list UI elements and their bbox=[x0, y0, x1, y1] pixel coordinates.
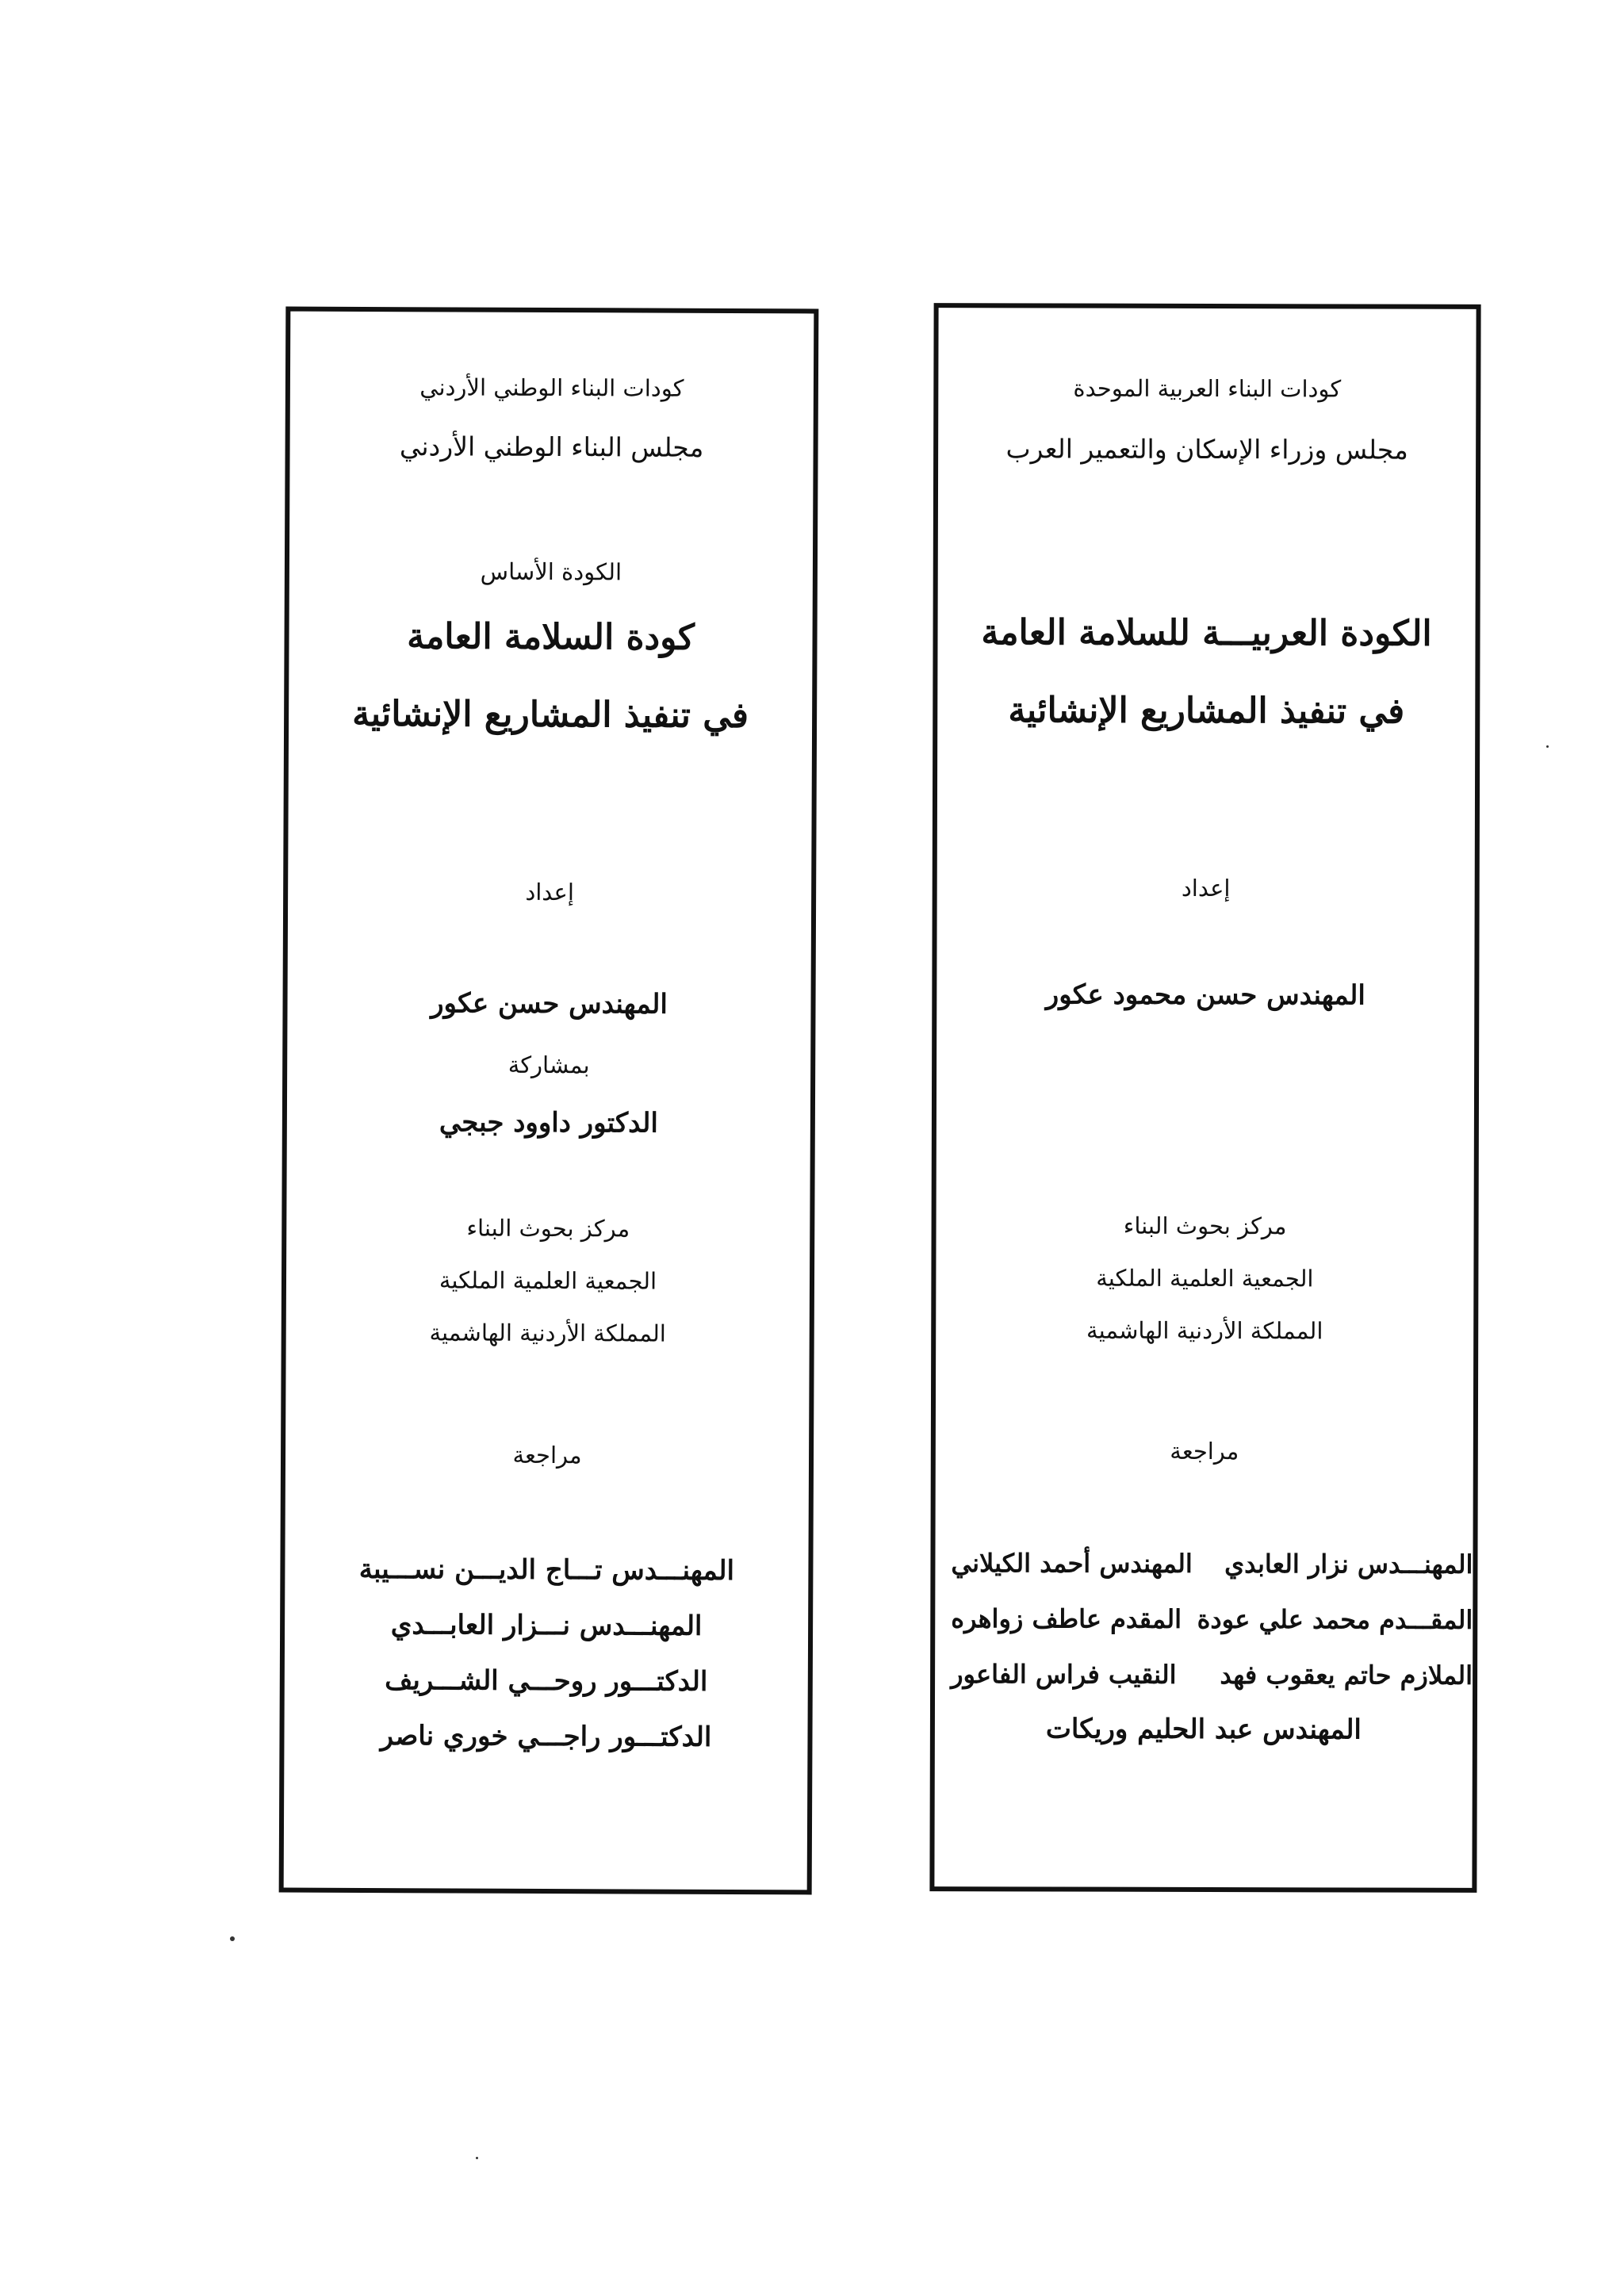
left-header-line2: مجلس البناء الوطني الأردني bbox=[399, 431, 704, 463]
right-header-line2: مجلس وزراء الإسكان والتعمير العرب bbox=[1005, 433, 1408, 465]
right-title-panel bbox=[929, 303, 1480, 1893]
left-institution-line1: مركز بحوث البناء bbox=[466, 1214, 630, 1243]
left-reviewer: المهنـــدس تـــاج الديـــن نســـيبة bbox=[358, 1553, 735, 1587]
right-reviewer: المقـــدم محمد علي عودة bbox=[1197, 1603, 1473, 1635]
right-reviewer: الملازم حاتم يعقوب فهد bbox=[1220, 1660, 1473, 1691]
left-reviewer: الدكتـــور روحـــي الشـــريف bbox=[385, 1664, 708, 1698]
left-participation-label: بمشاركة bbox=[508, 1051, 590, 1079]
right-review-label: مراجعة bbox=[1170, 1437, 1239, 1465]
scan-speck bbox=[476, 2157, 478, 2159]
left-title-line1: كودة السلامة العامة bbox=[407, 616, 695, 658]
scan-speck bbox=[230, 1936, 235, 1941]
right-author: المهندس حسن محمود عكور bbox=[1045, 978, 1365, 1012]
left-review-label: مراجعة bbox=[512, 1441, 582, 1469]
left-header-line1: كودات البناء الوطني الأردني bbox=[419, 373, 684, 402]
right-reviewer-row bbox=[951, 1603, 1473, 1635]
right-reviewer: النقيب فراس الفاعور bbox=[951, 1659, 1177, 1690]
right-reviewer-last: المهندس عبد الحليم وريكات bbox=[1045, 1713, 1362, 1746]
right-reviewer: المهندس أحمد الكيلاني bbox=[951, 1548, 1193, 1579]
left-author: المهندس حسن عكور bbox=[431, 987, 668, 1021]
right-reviewer-row bbox=[951, 1659, 1473, 1691]
left-title-line2: في تنفيذ المشاريع الإنشائية bbox=[352, 693, 749, 737]
left-title-panel bbox=[279, 307, 819, 1895]
left-code-type: الكودة الأساس bbox=[480, 557, 622, 586]
right-institution-line2: الجمعية العلمية الملكية bbox=[1096, 1264, 1314, 1293]
right-institution-line3: المملكة الأردنية الهاشمية bbox=[1086, 1316, 1323, 1345]
right-reviewer: المقدم عاطف زواهره bbox=[951, 1603, 1182, 1634]
left-coauthor: الدكتور داوود جبجي bbox=[439, 1106, 658, 1139]
right-title-line1: الكودة العربيـــة للسلامة العامة bbox=[981, 612, 1432, 654]
scan-speck bbox=[1546, 745, 1549, 748]
left-reviewer: المهنـــدس نـــزار العابـــدي bbox=[390, 1609, 703, 1642]
left-prepared-by-label: إعداد bbox=[525, 878, 575, 906]
left-institution-line3: المملكة الأردنية الهاشمية bbox=[429, 1319, 666, 1347]
left-institution-line2: الجمعية العلمية الملكية bbox=[439, 1266, 657, 1295]
right-title-line2: في تنفيذ المشاريع الإنشائية bbox=[1008, 690, 1405, 732]
left-reviewer: الدكتـــور راجـــي خوري ناصر bbox=[380, 1720, 712, 1753]
right-reviewer-row bbox=[951, 1548, 1473, 1580]
right-prepared-by-label: إعداد bbox=[1181, 874, 1231, 902]
right-header-line1: كودات البناء العربية الموحدة bbox=[1073, 374, 1342, 403]
right-reviewer: المهنـــدس نزار العابدي bbox=[1224, 1549, 1473, 1580]
right-institution-line1: مركز بحوث البناء bbox=[1123, 1212, 1287, 1240]
